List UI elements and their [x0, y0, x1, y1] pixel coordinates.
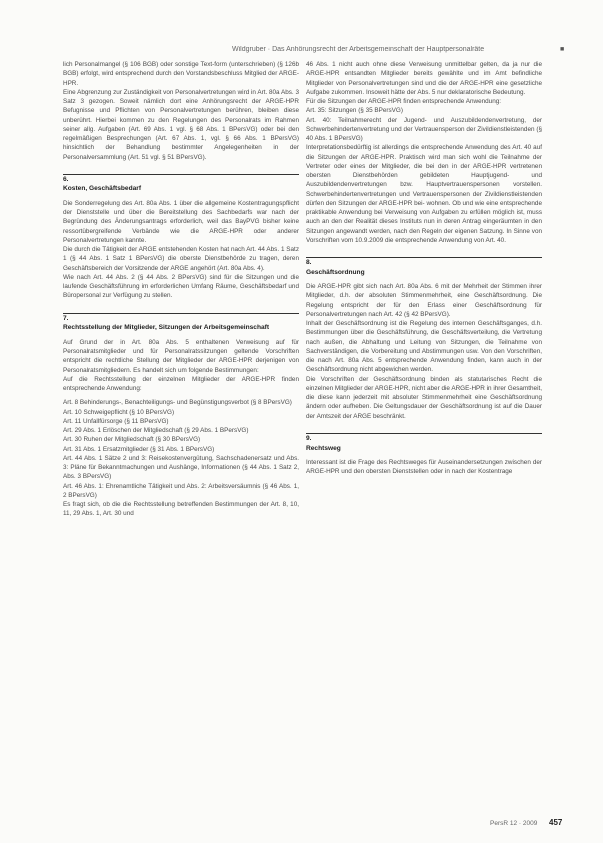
- body-paragraph: Für die Sitzungen der ARGE-HPR finden entsprechende Anwendung:: [306, 98, 502, 105]
- body-paragraph: Die Vorschriften der Geschäftsordnung binden als statutarisches Recht die einzelnen Mitglieder der ARGE-HPR, nicht aber die ARGE-HPR in ihrer Gesamtheit, die diese kann jederzeit mit absoluter Stimmenmehrheit eine Geschäftsordnung ändern oder aufheben. Die Geltungsdauer der Geschäftsordnung ist auf die Dauer der Amtszeit der ARGE beschränkt.: [306, 375, 542, 420]
- article-item: Art. 31 Abs. 1 Ersatzmitglieder (§ 31 Abs. 1 BPersVG): [63, 445, 215, 453]
- body-paragraph: Interpretationsbedürftig ist allerdings die entsprechende Anwendung des Art. 40 auf die Sitzungen der ARGE-HPR. Praktisch wird man sich wohl die Teilnahme der Vertreter oder eines der Mitglieder, die bei den in der ARGE-HPR vertretenen obersten Dienstbehörden gebildeten Hauptjugend- und Auszubildendenvertretungen bzw. Hauptvertrauenspersonen vorstellen. Schwerbehindertenvertretungen und Vertrauenspersonen der Zivildienstleistenden dürfen den Sitzungen der ARGE-HPR bei- wohnen. Ob und wie eine entsprechende praktikable Anwendung bei Verweisung von Aufgaben zu erfüllen möglich ist, muss auch an den der Realität dieses Instituts nun in deren Antrag eingeräumten in den Sitzungen angewandt werden, nach den Regeln der eigenen Satzung. In Sinne von Vorschriften vom 10.9.2009 die entsprechende Anwendung von Art. 40.: [306, 144, 542, 244]
- running-title: Wildgruber · Das Anhörungsrecht der Arbeitsgemeinschaft der Hauptpersonalräte: [232, 46, 485, 53]
- body-paragraph: Auf Grund der in Art. 80a Abs. 5 enthaltenen Verweisung auf für Personalratsmitglieder und für Personalratssitzungen geltende Vorschriften entspricht die rechtliche Stellung der Mitglieder der ARGE-HPR derjenigen von Personalratsmitgliedern. Es handelt sich um folgende Bestimmungen:: [63, 338, 299, 374]
- body-paragraph: Eine Abgrenzung zur Zuständigkeit von Personalvertretungen wird in Art. 80a Abs. 3 Satz 3 gezogen. Soweit nämlich dort eine Anhörungsrecht der ARGE-HPR Befugnisse und Pflichten von Personalvertretungen berühren, bleiben diese unberührt. Hierbei kommen zu den Regelungen des Personalrats im Rahmen seiner allg. Aufgaben (Art. 69 Abs. 1 vgl. § 68 Abs. 1 BPersVG) oder bei den regelmäßigen Besprechungen (Art. 67 Abs. 1, vgl. § 66 Abs. 1 BPersVG) hinsichtlich der Behandlung bestimmter Angelegenheiten in der Personalversammlung (Art. 51 vgl. § 51 BPersVG).: [63, 88, 299, 161]
- body-paragraph: Interessant ist die Frage des Rechtsweges für Auseinandersetzungen zwischen der ARGE-HPR und den obersten Dienststellen oder in nach der Kostentrage: [306, 459, 542, 476]
- body-paragraph: Die ARGE-HPR gibt sich nach Art. 80a Abs. 6 mit der Mehrheit der Stimmen ihrer Mitglieder, d.h. der absoluten Stimmenmehrheit, eine Geschäftsordnung. Die Regelung entspricht der für den Erlass einer Geschäftsordnung für Personalvertretungen nach Art. 42 (§ 42 BPersVG).: [306, 283, 542, 318]
- article-item: Art. 29 Abs. 1 Erlöschen der Mitgliedschaft (§ 29 Abs. 1 BPersVG): [63, 427, 249, 435]
- journal-issue: PersR 12 · 2009: [490, 820, 538, 827]
- page-number: 457: [549, 818, 563, 827]
- header-square-icon: ■: [560, 46, 565, 53]
- body-paragraph: Auf die Rechtsstellung der einzelnen Mitglieder der ARGE-HPR finden entsprechende Anwendung:: [63, 375, 299, 393]
- article-item: Art. 30 Ruhen der Mitgliedschaft (§ 30 BPersVG): [63, 436, 201, 444]
- article-item: Art. 40: Teilnahmerecht der Jugend- und Auszubildendenvertretung, der Schwerbehindertenvertretung und der Vertrauensperson der Zivildienstleistenden (§ 40 Abs. 1 BPersVG): [306, 116, 542, 142]
- section-number: 6.: [63, 175, 69, 183]
- section-heading: Kosten, Geschäftsbedarf: [63, 185, 142, 193]
- section-number: 8.: [306, 259, 312, 266]
- section-number: 9.: [306, 434, 312, 442]
- article-item: Art. 10 Schweigepflicht (§ 10 BPersVG): [63, 408, 175, 416]
- right-column: [306, 60, 542, 477]
- running-header: [0, 46, 603, 60]
- article-item: Art. 35: Sitzungen (§ 35 BPersVG): [306, 107, 403, 115]
- body-paragraph: Wie nach Art. 44 Abs. 2 (§ 44 Abs. 2 BPersVG) sind für die Sitzungen und die laufende Geschäftsführung im erforderlichen Umfang Räume, Geschäftsbedarf und Büropersonal zur Verfügung zu stellen.: [63, 273, 299, 300]
- article-item: Art. 44 Abs. 1 Sätze 2 und 3: Reisekostenvergütung, Sachschadenersatz und Abs. 3: Pläne für Bekanntmachungen und Aushänge, Informationen (§ 44 Abs. 1 Satz 2, Abs. 3 BPersVG): [63, 454, 299, 481]
- article-item: Art. 8 Behinderungs-, Benachteiligungs- und Begünstigungsverbot (§ 8 BPersVG): [63, 399, 292, 407]
- left-column: [63, 60, 299, 519]
- section-heading: Rechtsstellung der Mitglieder, Sitzungen der Arbeitsgemeinschaft: [63, 324, 270, 332]
- section-heading: Rechtsweg: [306, 444, 341, 452]
- section-heading: Geschäftsordnung: [306, 268, 365, 276]
- body-paragraph: 46 Abs. 1 nicht auch ohne diese Verweisung unmittelbar gelten, da ja nur die ARGE-HPR entsandten Mitglieder bereits gewählte und im Amt befindliche Mitglieder von Personalvertretungen sind und die der ARGE-HPR eine gesetzliche Aufgabe zukommen. Insoweit hätte der Abs. 5 nur deklaratorische Bedeutung.: [306, 61, 542, 96]
- body-paragraph: Die Sonderregelung des Art. 80a Abs. 1 über die allgemeine Kostentragungspflicht der Dienststelle und über die Bereitstellung des Sachbedarfs war nach der Begründung des Änderungsantrags erforderlich, weil das BayPVG bisher keine ressortübergreifende Verbände wie die ARGE-HPR oder anderer Personalvertretungen kannte.: [63, 199, 299, 244]
- article-item: Art. 11 Unfallfürsorge (§ 11 BPersVG): [63, 417, 169, 425]
- section-number: 7.: [63, 314, 69, 322]
- body-paragraph: lich Personalmangel (§ 106 BGB) oder sonstige Text-form (unterschrieben) (§ 126b BGB) erfolgt, wird entsprechend durch den Vorstandsbeschluss Mitglied der ARGE-HPR.: [63, 61, 299, 87]
- article-item: Art. 46 Abs. 1: Ehrenamtliche Tätigkeit und Abs. 2: Arbeitsversäumnis (§ 46 Abs. 1, 2 BPersVG): [63, 482, 299, 499]
- body-paragraph: Es fragt sich, ob die die Rechtsstellung betreffenden Bestimmungen der Art. 8, 10, 11, 29 Abs. 1, Art. 30 und: [63, 501, 299, 518]
- body-paragraph: Inhalt der Geschäftsordnung ist die Regelung des internen Geschäftsganges, d.h. Bestimmungen über die Geschäftsführung, die Geschäftsverteilung, die Vertretung nach außen, die Abhaltung und Leitung von Sitzungen, die Teilnahme von Sachverständigen, die Vorbereitung und Abstimmungen usw. Von den Vorschriften, die nach Art. 80a Abs. 5 entsprechende Anwendung finden, kann auch in der Geschäftsordnung nicht abgewichen werden.: [306, 320, 542, 374]
- body-paragraph: Die durch die Tätigkeit der ARGE entstehenden Kosten hat nach Art. 44 Abs. 1 Satz 1 (§ 44 Abs. 1 Satz 1 BPersVG) die oberste Dienstbehörde zu tragen, deren Geschäftsbereich der Vorsitzende der ARGE angehört (Art. 80a Abs. 4).: [63, 246, 299, 272]
- page-footer: [0, 818, 603, 832]
